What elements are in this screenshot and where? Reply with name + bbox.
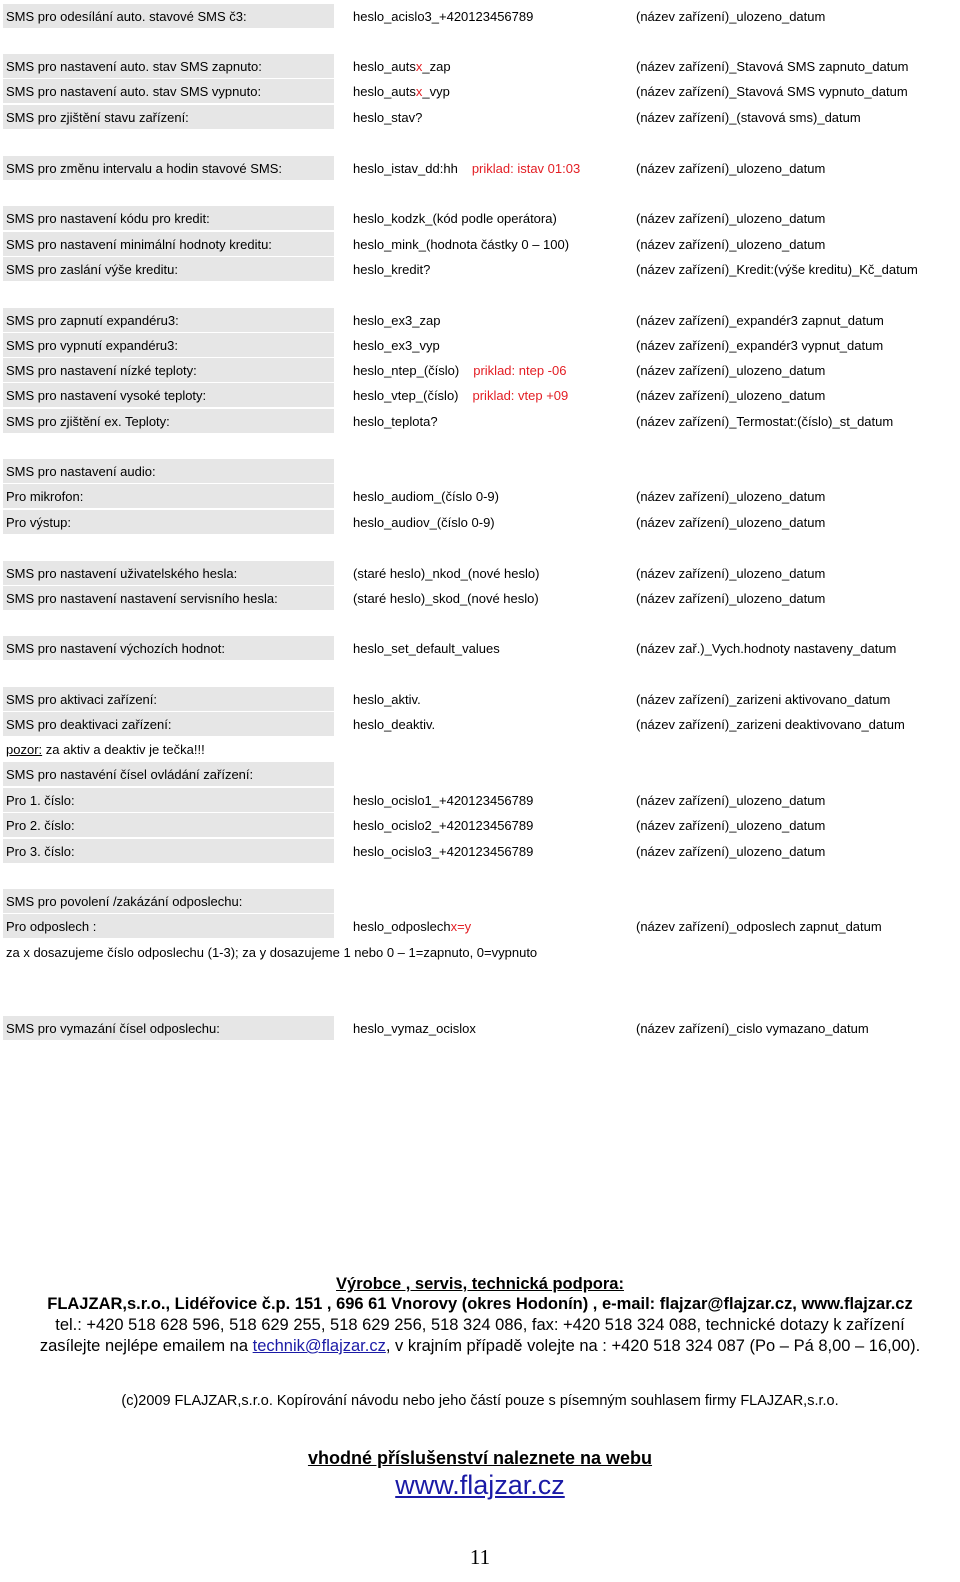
sms-response: (název zařízení)_ulozeno_datum — [636, 489, 826, 504]
table-row — [0, 358, 960, 383]
table-row — [0, 257, 960, 282]
sms-response: (název zařízení)_ulozeno_datum — [636, 844, 826, 859]
table-row — [0, 409, 960, 434]
command-text: _vyp — [422, 84, 450, 99]
sms-description: SMS pro deaktivaci zařízení: — [3, 712, 334, 736]
table-row — [0, 762, 960, 787]
sms-description: SMS pro nastavení auto. stav SMS zapnuto: — [3, 54, 334, 78]
sms-command: heslo_ocislo1_+420123456789 — [353, 793, 534, 808]
sms-description: Pro 2. číslo: — [3, 813, 334, 837]
table-row — [0, 636, 960, 661]
command-variable: x=y — [450, 919, 472, 934]
support-heading: Výrobce , servis, technická podpora: — [336, 1275, 624, 1293]
warning-note — [0, 737, 960, 762]
command-text: heslo_odposlech — [353, 919, 451, 934]
sms-response: (název zařízení)_ulozeno_datum — [636, 566, 826, 581]
warning-text: za aktiv a deaktiv je tečka!!! — [42, 742, 205, 757]
sms-command: heslo_vymaz_ocislox — [353, 1021, 476, 1036]
table-row — [0, 510, 960, 535]
table-row — [0, 79, 960, 104]
table-row — [0, 54, 960, 79]
section-heading: SMS pro nastavéní čísel ovládání zařízení: — [3, 762, 334, 786]
sms-description: SMS pro nastavení kódu pro kredit: — [3, 206, 334, 230]
sms-command: heslo_stav? — [353, 110, 423, 125]
sms-response: (název zařízení)_ulozeno_datum — [636, 161, 826, 176]
table-row — [0, 383, 960, 408]
sms-response: (název zařízení)_expandér3 vypnut_datum — [636, 338, 884, 353]
table-row — [0, 206, 960, 231]
sms-command: heslo_ex3_zap — [353, 313, 441, 328]
table-row — [0, 914, 960, 939]
sms-response: (název zařízení)_ulozeno_datum — [636, 9, 826, 24]
table-row — [0, 839, 960, 864]
sms-description: Pro výstup: — [3, 510, 334, 534]
sms-description: SMS pro nastavení nastavení servisního hesla: — [3, 586, 334, 610]
sms-description: SMS pro nastavení uživatelského hesla: — [3, 561, 334, 585]
table-row — [0, 459, 960, 484]
table-row — [0, 561, 960, 586]
table-row — [0, 333, 960, 358]
sms-response: (název zařízení)_ulozeno_datum — [636, 515, 826, 530]
sms-description: SMS pro zjištění stavu zařízení: — [3, 105, 334, 129]
command-text: heslo_vtep_(číslo) — [353, 388, 459, 403]
table-row — [0, 813, 960, 838]
sms-command — [353, 358, 566, 383]
table-row — [0, 712, 960, 737]
sms-description: SMS pro nastavení minimální hodnoty kreditu: — [3, 232, 334, 256]
sms-command — [353, 156, 580, 181]
sms-command: heslo_audiov_(číslo 0-9) — [353, 515, 495, 530]
sms-response: (název zařízení)_ulozeno_datum — [636, 388, 826, 403]
sms-description: SMS pro nastavení vysoké teploty: — [3, 383, 334, 407]
explanation-note — [0, 940, 960, 965]
sms-command: heslo_kredit? — [353, 262, 431, 277]
sms-description: SMS pro změnu intervalu a hodin stavové SMS: — [3, 156, 334, 180]
sms-description: Pro 3. číslo: — [3, 839, 334, 863]
table-row — [0, 788, 960, 813]
section-heading: SMS pro nastavení audio: — [3, 459, 334, 483]
table-row — [0, 308, 960, 333]
command-text: heslo_ntep_(číslo) — [353, 363, 460, 378]
sms-command: heslo_ocislo2_+420123456789 — [353, 818, 534, 833]
sms-command — [353, 383, 568, 408]
sms-response: (název zařízení)_Stavová SMS zapnuto_datum — [636, 59, 909, 74]
section-heading: SMS pro povolení /zakázání odposlechu: — [3, 889, 334, 913]
sms-description: SMS pro zjištění ex. Teploty: — [3, 409, 334, 433]
warning-label: pozor: — [6, 742, 43, 757]
website-line — [0, 1470, 960, 1501]
sms-response: (název zařízení)_Stavová SMS vypnuto_datum — [636, 84, 908, 99]
sms-command: heslo_kodzk_(kód podle operátora) — [353, 211, 557, 226]
command-variable: x — [415, 59, 423, 74]
command-text: heslo_auts — [353, 84, 416, 99]
command-text: heslo_auts — [353, 59, 416, 74]
accessories-note: vhodné příslušenství naleznete na webu — [307, 1448, 653, 1468]
email-line-text: zasílejte nejlépe emailem na — [39, 1337, 253, 1355]
sms-command: heslo_acislo3_+420123456789 — [353, 9, 534, 24]
table-row — [0, 687, 960, 712]
table-row — [0, 232, 960, 257]
sms-command — [353, 79, 450, 104]
command-example: priklad: vtep +09 — [472, 388, 569, 403]
sms-command: heslo_teplota? — [353, 414, 438, 429]
sms-response: (název zařízení)_ulozeno_datum — [636, 237, 826, 252]
sms-command: heslo_mink_(hodnota částky 0 – 100) — [353, 237, 570, 252]
sms-response: (název zařízení)_ulozeno_datum — [636, 591, 826, 606]
sms-response: (název zařízení)_Kredit:(výše kreditu)_Kč_datum — [636, 262, 918, 277]
sms-command: heslo_ex3_vyp — [353, 338, 440, 353]
sms-response: (název zařízení)_odposlech zapnut_datum — [636, 919, 882, 934]
sms-command — [353, 54, 451, 79]
sms-response: (název zařízení)_Termostat:(číslo)_st_datum — [636, 414, 894, 429]
table-row — [0, 105, 960, 130]
sms-response: (název zař.)_Vych.hodnoty nastaveny_datum — [636, 641, 897, 656]
sms-command: heslo_deaktiv. — [353, 717, 436, 732]
sms-description: Pro odposlech : — [3, 914, 334, 938]
sms-description: SMS pro vypnutí expandéru3: — [3, 333, 334, 357]
table-row — [0, 156, 960, 181]
email-line-text: , v krajním případě volejte na : +420 518 324 087 (Po – Pá 8,00 – 16,00). — [385, 1337, 921, 1355]
sms-description: SMS pro zaslání výše kreditu: — [3, 257, 334, 281]
sms-response: (název zařízení)_ulozeno_datum — [636, 818, 826, 833]
sms-description: Pro mikrofon: — [3, 484, 334, 508]
sms-command — [353, 914, 471, 939]
sms-command: (staré heslo)_nkod_(nové heslo) — [353, 566, 540, 581]
sms-command: heslo_set_default_values — [353, 641, 500, 656]
sms-response: (název zařízení)_zarizeni deaktivovano_datum — [636, 717, 905, 732]
sms-response: (název zařízení)_ulozeno_datum — [636, 363, 826, 378]
sms-command: heslo_aktiv. — [353, 692, 421, 707]
sms-command: heslo_audiom_(číslo 0-9) — [353, 489, 499, 504]
table-row — [0, 586, 960, 611]
sms-response: (název zařízení)_expandér3 zapnut_datum — [636, 313, 884, 328]
explanation-text: za x dosazujeme číslo odposlechu (1-3); za y dosazujeme 1 nebo 0 – 1=zapnuto, 0=vypnuto — [6, 945, 538, 960]
command-text: _zap — [422, 59, 451, 74]
command-text: heslo_istav_dd:hh — [353, 161, 458, 176]
sms-command: (staré heslo)_skod_(nové heslo) — [353, 591, 539, 606]
command-variable: x — [415, 84, 423, 99]
sms-response: (název zařízení)_ulozeno_datum — [636, 211, 826, 226]
sms-response: (název zařízení)_(stavová sms)_datum — [636, 110, 861, 125]
sms-response: (název zařízení)_ulozeno_datum — [636, 793, 826, 808]
sms-command: heslo_ocislo3_+420123456789 — [353, 844, 534, 859]
sms-description: Pro 1. číslo: — [3, 788, 334, 812]
command-example: priklad: ntep -06 — [473, 363, 567, 378]
command-example: priklad: istav 01:03 — [471, 161, 581, 176]
sms-description: SMS pro nastavení výchozích hodnot: — [3, 636, 334, 660]
phone-line: tel.: +420 518 628 596, 518 629 255, 518 629 256, 518 324 086, fax: +420 518 324 088, technické dotazy k zařízení — [55, 1316, 905, 1334]
sms-response: (název zařízení)_zarizeni aktivovano_datum — [636, 692, 891, 707]
website-link[interactable]: www.flajzar.cz — [395, 1470, 565, 1500]
sms-response: (název zařízení)_cislo vymazano_datum — [636, 1021, 869, 1036]
copyright: (c)2009 FLAJZAR,s.r.o. Kopírování návodu nebo jeho částí pouze s písemným souhlasem firmy FLAJZAR,s.r.o. — [121, 1393, 839, 1409]
sms-description: SMS pro nastavení nízké teploty: — [3, 358, 334, 382]
company-address: FLAJZAR,s.r.o., Lidéřovice č.p. 151 , 696 61 Vnorovy (okres Hodonín) , e-mail: flajzar@flajzar.cz, www.flajzar.cz — [47, 1295, 913, 1313]
email-line — [0, 1337, 960, 1356]
table-row — [0, 1016, 960, 1041]
sms-description: SMS pro nastavení auto. stav SMS vypnuto: — [3, 79, 334, 103]
page-number: 11 — [469, 1545, 491, 1569]
sms-description: SMS pro vymazání čísel odposlechu: — [3, 1016, 334, 1040]
sms-description: SMS pro zapnutí expandéru3: — [3, 308, 334, 332]
support-email-link[interactable]: technik@flajzar.cz — [252, 1337, 386, 1355]
table-row — [0, 889, 960, 914]
sms-description: SMS pro aktivaci zařízení: — [3, 687, 334, 711]
table-row — [0, 484, 960, 509]
table-row — [0, 4, 960, 29]
sms-description: SMS pro odesílání auto. stavové SMS č3: — [3, 4, 334, 28]
